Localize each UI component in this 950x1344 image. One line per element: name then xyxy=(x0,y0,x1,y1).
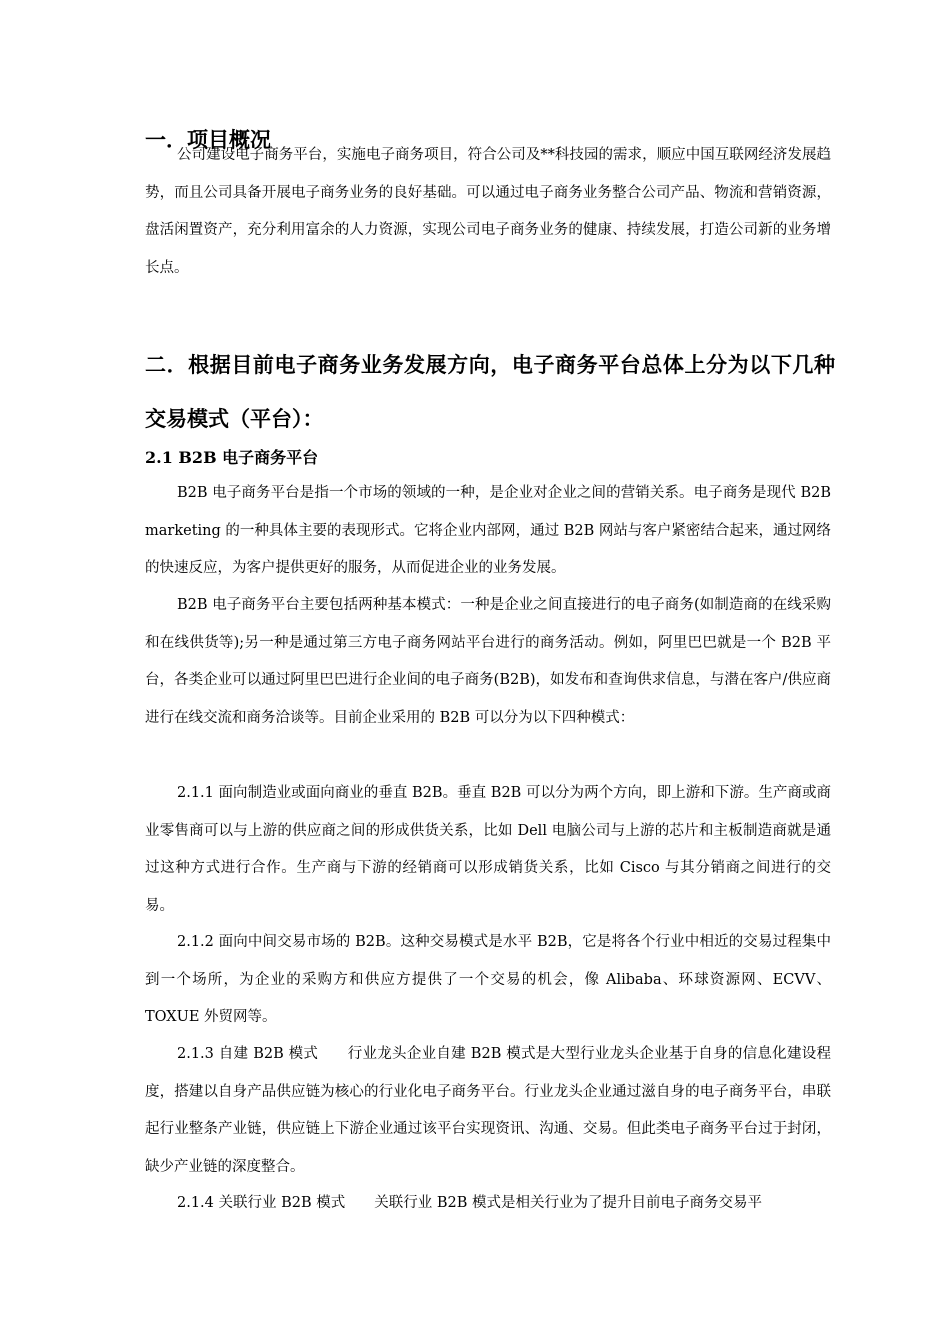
section-1-heading: 一．项目概况 xyxy=(145,128,271,152)
subsection-2-1-3-paragraph: 2.1.3 自建 B2B 模式 行业龙头企业自建 B2B 模式是大型行业龙头企业基于自身的信息化建设程度，搭建以自身产品供应链为核心的行业化电子商务平台。行业龙头企业通过滋自身的电子商务平台，串联起行业整条产业链，供应链上下游企业通过该平台实现资讯、沟通、交易。但此类电子商务平台过于封闭，缺少产业链的深度整合。 xyxy=(145,1046,831,1175)
subsection-2-1-2-paragraph: 2.1.2 面向中间交易市场的 B2B。这种交易模式是水平 B2B，它是将各个行业中相近的交易过程集中到一个场所，为企业的采购方和供应方提供了一个交易的机会，像 Alibaba、环球资源网、ECVV、TOXUE 外贸网等。 xyxy=(145,934,831,1025)
subsection-2-1-heading: 2.1 B2B 电子商务平台 xyxy=(145,448,319,467)
section-1-paragraph: 公司建设电子商务平台，实施电子商务项目，符合公司及**科技园的需求，顺应中国互联网经济发展趋势，而且公司具备开展电子商务业务的良好基础。可以通过电子商务业务整合公司产品、物流和营销资源，盘活闲置资产，充分利用富余的人力资源，实现公司电子商务业务的健康、持续发展，打造公司新的业务增长点。 xyxy=(145,147,831,276)
subsection-2-1-paragraph-2: B2B 电子商务平台主要包括两种基本模式：一种是企业之间直接进行的电子商务(如制造商的在线采购和在线供货等);另一种是通过第三方电子商务网站平台进行的商务活动。例如，阿里巴巴就是一个 B2B 平台，各类企业可以通过阿里巴巴进行企业间的电子商务(B2B)，如发布和查询供求信息，与潜在客户/供应商进行在线交流和商务洽谈等。目前企业采用的 B2B 可以分为以下四种模式： xyxy=(145,597,831,726)
section-2-heading: 二．根据目前电子商务业务发展方向，电子商务平台总体上分为以下几种交易模式（平台）： xyxy=(145,353,835,431)
subsection-2-1-paragraph-1: B2B 电子商务平台是指一个市场的领域的一种，是企业对企业之间的营销关系。电子商务是现代 B2B marketing 的一种具体主要的表现形式。它将企业内部网，通过 B2B 网站与客户紧密结合起来，通过网络的快速反应，为客户提供更好的服务，从而促进企业的业务发展。 xyxy=(145,485,831,576)
subsection-2-1-4-paragraph: 2.1.4 关联行业 B2B 模式 关联行业 B2B 模式是相关行业为了提升目前电子商务交易平 xyxy=(177,1195,763,1211)
subsection-2-1-1-paragraph: 2.1.1 面向制造业或面向商业的垂直 B2B。垂直 B2B 可以分为两个方向，即上游和下游。生产商或商业零售商可以与上游的供应商之间的形成供货关系，比如 Dell 电脑公司与上游的芯片和主板制造商就是通过这种方式进行合作。生产商与下游的经销商可以形成销货关系，比如 Cisco 与其分销商之间进行的交易。 xyxy=(145,785,831,914)
